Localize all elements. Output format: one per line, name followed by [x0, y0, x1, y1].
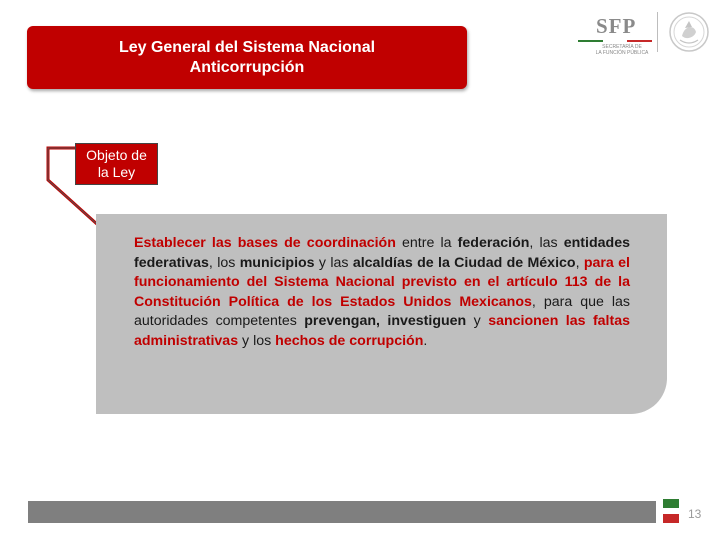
text-segment: y las — [314, 254, 353, 271]
national-seal-icon — [668, 10, 710, 54]
text-segment: sancionen las faltas administrativas — [134, 313, 631, 349]
sfp-subtitle — [584, 44, 660, 56]
sfp-subtitle-line-2: LA FUNCIÓN PÚBLICA — [595, 50, 649, 56]
title-banner — [27, 26, 467, 89]
sfp-color-bar — [578, 40, 652, 42]
title-line-1: Ley General del Sistema Nacional — [118, 38, 376, 56]
text-segment: y — [466, 313, 489, 329]
title-line-2: Anticorrupción — [189, 58, 305, 76]
text-segment: municipios — [239, 254, 315, 271]
footer-flag-icon — [663, 499, 679, 523]
objeto-line-2: la Ley — [97, 164, 136, 180]
text-segment: , — [575, 254, 584, 271]
text-segment: entidades federativas — [134, 235, 630, 271]
text-segment: , las — [529, 235, 564, 251]
text-segment: prevengan, investiguen — [304, 313, 467, 329]
objeto-label-box — [75, 143, 158, 185]
text-segment: para el funcionamiento del Sistema Nacional previsto en el artículo 113 de la Constitución Política de los Estados Unidos Mexicanos — [134, 254, 630, 310]
text-segment: , para que las autoridades competentes — [134, 293, 630, 329]
text-segment: y los — [238, 332, 276, 349]
text-segment: hechos de corrupción — [275, 332, 424, 349]
logo-divider — [657, 12, 658, 52]
text-segment: , los — [208, 254, 240, 271]
text-segment: Establecer las bases de coordinación — [134, 235, 396, 251]
text-segment: federación — [457, 235, 530, 251]
text-segment: entre la — [395, 235, 458, 251]
footer-bar — [28, 501, 656, 523]
objeto-line-1: Objeto de — [86, 147, 147, 163]
sfp-acronym: SFP — [596, 14, 637, 38]
content-panel — [96, 214, 667, 414]
sfp-logo — [572, 10, 714, 56]
text-segment: . — [423, 332, 428, 349]
page-number: 13 — [688, 507, 702, 521]
objeto-description — [134, 234, 630, 351]
sfp-subtitle-line-1: SECRETARÍA DE — [602, 44, 642, 50]
text-segment: alcaldías de la Ciudad de México — [352, 254, 576, 271]
